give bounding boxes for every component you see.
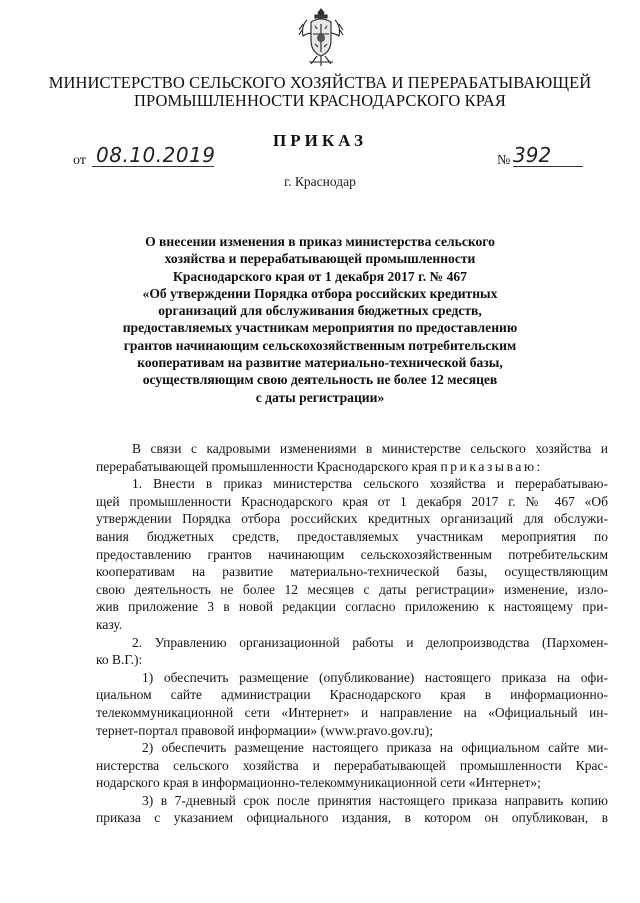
order-body xyxy=(96,440,608,827)
body-line: щей промышленности Краснодарского края от 1 декабря 2017 г. № 467 «Об xyxy=(96,493,608,509)
heading-line: осуществляющим свою деятельность не более 12 месяцев xyxy=(142,372,498,388)
body-text: перерабатывающей промышленности Краснодарского края xyxy=(96,458,441,474)
body-line: 2) обеспечить размещение настоящего приказа на официальном сайте ми- xyxy=(142,740,608,756)
ministry-name-line1: МИНИСТЕРСТВО СЕЛЬСКОГО ХОЗЯЙСТВА И ПЕРЕРАБАТЫВАЮЩЕЙ xyxy=(48,73,592,92)
coat-of-arms-icon xyxy=(297,6,345,68)
body-line: 1) обеспечить размещение (опубликование) настоящего приказа на офи- xyxy=(142,669,608,685)
body-line: вания бюджетных средств, предоставляемых участникам мероприятия по xyxy=(96,528,608,544)
number-label: № xyxy=(497,153,511,168)
order-heading xyxy=(120,233,520,406)
heading-line: предоставляемых участникам мероприятия по предоставлению xyxy=(122,320,518,336)
heading-line: кооперативам на развитие материально-технической базы, xyxy=(137,355,503,371)
order-keyword: приказываю: xyxy=(440,458,544,474)
order-number: 392 xyxy=(513,143,552,167)
body-line: циальном сайте администрации Краснодарского края в информационно- xyxy=(96,687,608,703)
body-line: ко В.Г.): xyxy=(96,652,143,668)
body-line: утверждении Порядка отбора российских кредитных организаций для обслужи- xyxy=(96,511,608,527)
body-line: нистерства сельского хозяйства и перерабатывающей промышленности Крас- xyxy=(96,757,608,773)
body-line: свою деятельность не более 12 месяцев с даты регистрации» изменение, изло- xyxy=(96,581,608,597)
heading-line: с даты регистрации» xyxy=(255,389,385,405)
body-line: 1. Внести в приказ министерства сельского хозяйства и перерабатываю- xyxy=(132,476,608,492)
heading-line: хозяйства и перерабатывающей промышленности xyxy=(164,251,476,267)
order-title: ПРИКАЗ xyxy=(273,131,367,150)
order-date: 08.10.2019 xyxy=(96,143,216,167)
heading-line: Краснодарского края от 1 декабря 2017 г. № 467 xyxy=(173,268,467,284)
body-line: В связи с кадровыми изменениями в министерстве сельского хозяйства и xyxy=(132,441,608,456)
number-underline xyxy=(513,166,583,167)
ministry-name-line2: ПРОМЫШЛЕННОСТИ КРАСНОДАРСКОГО КРАЯ xyxy=(133,91,507,110)
heading-line: О внесении изменения в приказ министерства сельского xyxy=(145,234,495,249)
body-line: 2. Управлению организационной работы и делопроизводства (Пархомен- xyxy=(132,634,608,650)
body-line: приказа с указанием официального издания, в котором он опубликован, в xyxy=(96,810,608,826)
heading-line: организаций для обслуживания бюджетных средств, xyxy=(158,303,482,319)
body-line: казу. xyxy=(96,616,123,632)
heading-line: «Об утверждении Порядка отбора российских кредитных xyxy=(142,285,498,301)
body-line: предоставлению грантов начинающим сельскохозяйственным потребительским xyxy=(96,546,608,562)
city: г. Краснодар xyxy=(284,174,356,189)
body-line: телекоммуникационной сети «Интернет» и направление на «Официальный ин- xyxy=(96,704,608,720)
body-line xyxy=(96,458,608,476)
date-underline xyxy=(92,166,214,167)
heading-line: грантов начинающим сельскохозяйственным потребительским xyxy=(123,337,517,353)
body-line: тернет-портал правовой информации» (www.pravo.gov.ru); xyxy=(96,722,434,738)
body-line: нодарского края в информационно-телекоммуникационной сети «Интернет»; xyxy=(96,775,541,791)
body-line: жив приложение 3 в новой редакции согласно приложению к настоящему при- xyxy=(96,599,608,615)
date-label: от xyxy=(73,153,86,168)
body-line: кооперативам на развитие материально-технической базы, осуществляющим xyxy=(96,564,608,580)
body-line: 3) в 7-дневный срок после принятия настоящего приказа направить копию xyxy=(142,792,608,808)
